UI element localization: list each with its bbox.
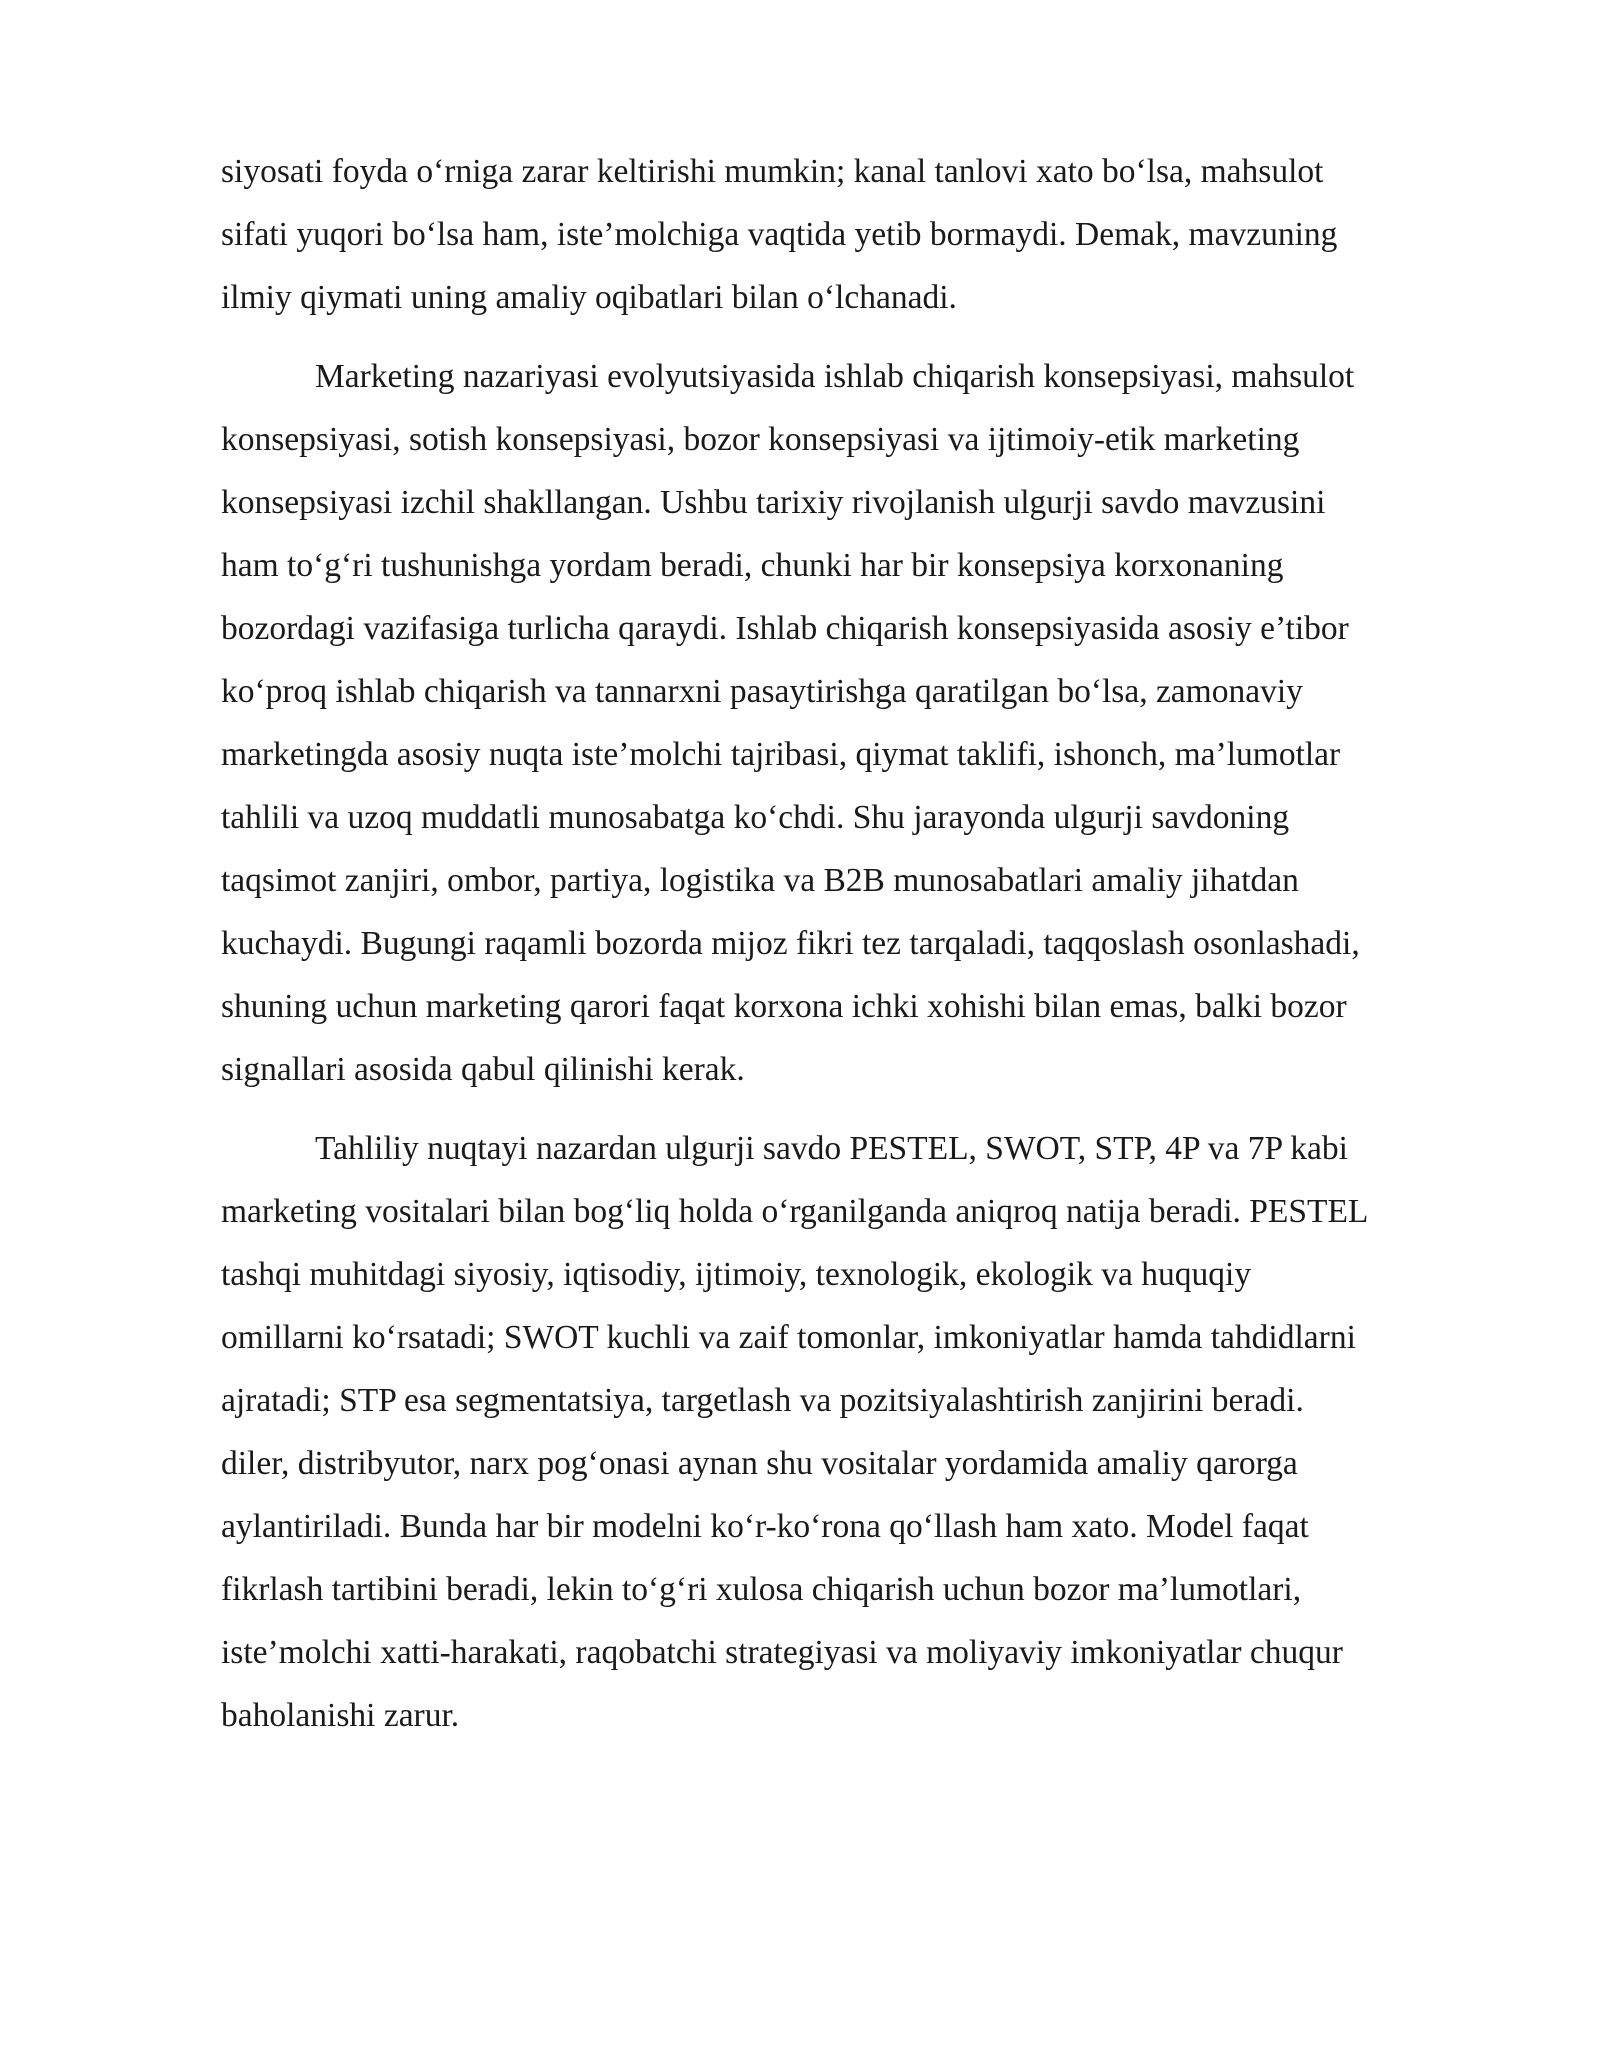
text-line: marketing vositalari bilan bog‘liq holda o‘rganilganda aniqroq natija beradi. PESTEL — [221, 1193, 1369, 1230]
paragraph-1 — [221, 140, 1481, 329]
text-line: omillarni ko‘rsatadi; SWOT kuchli va zaif tomonlar, imkoniyatlar hamda tahdidlarni — [221, 1319, 1356, 1356]
text-line: iste’molchi xatti-harakati, raqobatchi strategiyasi va moliyaviy imkoniyatlar chuqur — [221, 1634, 1343, 1671]
text-line: marketingda asosiy nuqta iste’molchi tajribasi, qiymat taklifi, ishonch, ma’lumotlar — [221, 736, 1341, 773]
text-line: shuning uchun marketing qarori faqat korxona ichki xohishi bilan emas, balki bozor — [221, 988, 1347, 1025]
text-line: aylantiriladi. Bunda har bir modelni ko‘r-ko‘rona qo‘llash ham xato. Model faqat — [221, 1508, 1309, 1545]
text-line: ham to‘g‘ri tushunishga yordam beradi, chunki har bir konsepsiya korxonaning — [221, 547, 1284, 584]
text-line: kuchaydi. Bugungi raqamli bozorda mijoz fikri tez tarqaladi, taqqoslash osonlashadi, — [221, 925, 1360, 962]
text-line: ilmiy qiymati uning amaliy oqibatlari bilan o‘lchanadi. — [221, 279, 957, 316]
text-line: Tahliliy nuqtayi nazardan ulgurji savdo PESTEL, SWOT, STP, 4P va 7P kabi — [315, 1130, 1348, 1167]
text-line: taqsimot zanjiri, ombor, partiya, logistika va B2B munosabatlari amaliy jihatdan — [221, 862, 1299, 899]
document-body — [221, 140, 1481, 1763]
text-line: signallari asosida qabul qilinishi kerak. — [221, 1051, 745, 1088]
text-line: konsepsiyasi, sotish konsepsiyasi, bozor konsepsiyasi va ijtimoiy-etik marketing — [221, 421, 1300, 458]
text-line: fikrlash tartibini beradi, lekin to‘g‘ri xulosa chiqarish uchun bozor ma’lumotlari, — [221, 1571, 1302, 1608]
text-line: konsepsiyasi izchil shakllangan. Ushbu tarixiy rivojlanish ulgurji savdo mavzusini — [221, 484, 1326, 521]
text-line: diler, distribyutor, narx pog‘onasi aynan shu vositalar yordamida amaliy qarorga — [221, 1445, 1298, 1482]
paragraph-3 — [221, 1117, 1481, 1747]
text-line: siyosati foyda o‘rniga zarar keltirishi mumkin; kanal tanlovi xato bo‘lsa, mahsulot — [221, 153, 1324, 190]
paragraph-2 — [221, 345, 1481, 1101]
text-line: ko‘proq ishlab chiqarish va tannarxni pasaytirishga qaratilgan bo‘lsa, zamonaviy — [221, 673, 1303, 710]
text-line: baholanishi zarur. — [221, 1697, 460, 1734]
text-line: sifati yuqori bo‘lsa ham, iste’molchiga vaqtida yetib bormaydi. Demak, mavzuning — [221, 216, 1338, 253]
text-line: ajratadi; STP esa segmentatsiya, targetlash va pozitsiyalashtirish zanjirini beradi. — [221, 1382, 1304, 1419]
text-line: bozordagi vazifasiga turlicha qaraydi. Ishlab chiqarish konsepsiyasida asosiy e’tibor — [221, 610, 1349, 647]
text-line: Marketing nazariyasi evolyutsiyasida ishlab chiqarish konsepsiyasi, mahsulot — [315, 358, 1355, 395]
text-line: tahlili va uzoq muddatli munosabatga ko‘chdi. Shu jarayonda ulgurji savdoning — [221, 799, 1290, 836]
text-line: tashqi muhitdagi siyosiy, iqtisodiy, ijtimoiy, texnologik, ekologik va huquqiy — [221, 1256, 1252, 1293]
